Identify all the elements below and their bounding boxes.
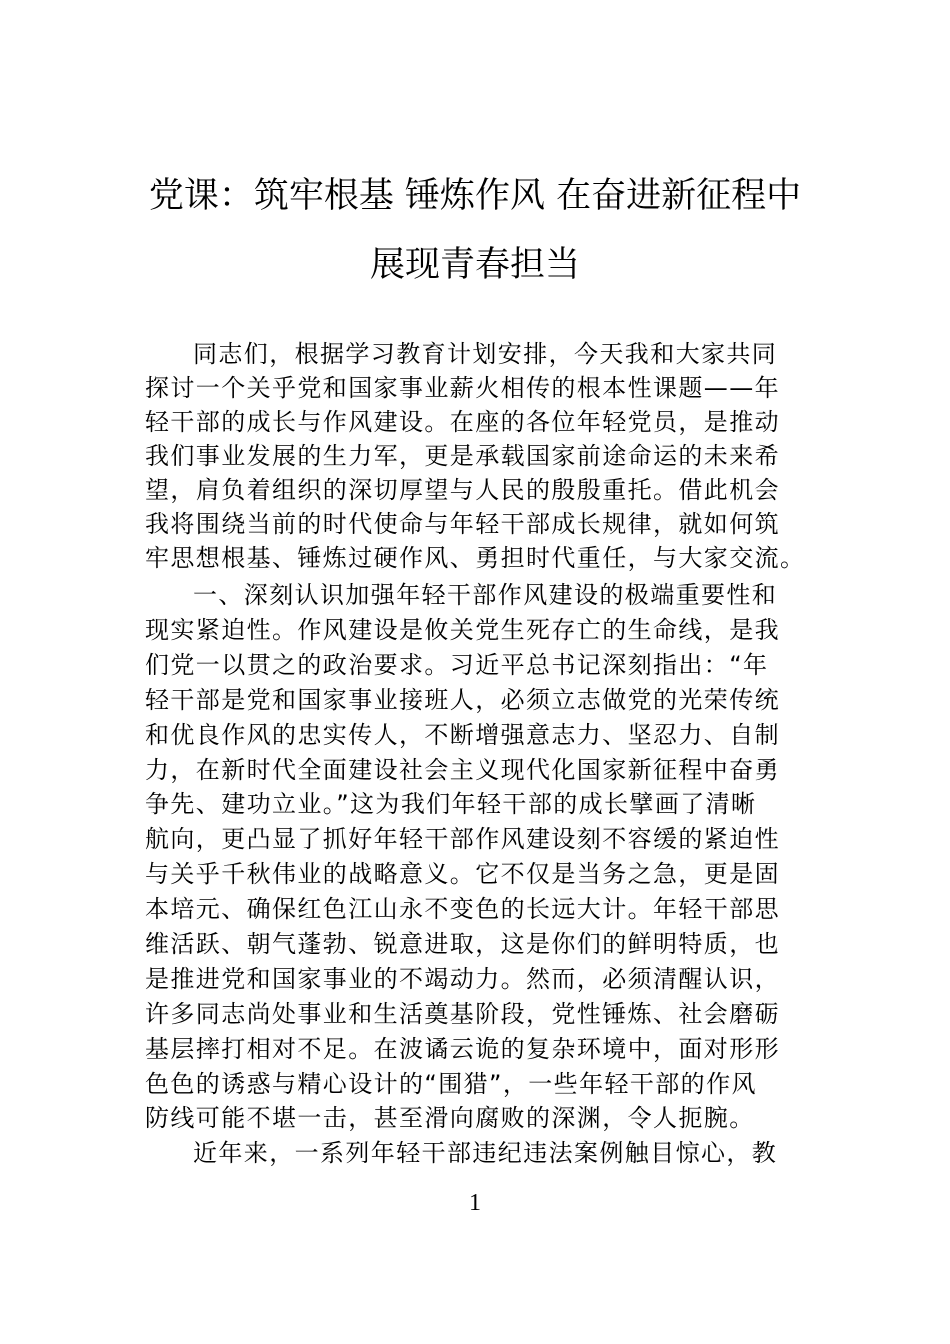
body-line: 一、深刻认识加强年轻干部作风建设的极端重要性和	[193, 581, 778, 609]
body-line: 望，肩负着组织的深切厚望与人民的殷殷重托。借此机会	[145, 476, 780, 504]
body-line: 和优良作风的忠实传人，不断增强意志力、坚忍力、自制	[145, 721, 780, 749]
body-line: 我将围绕当前的时代使命与年轻干部成长规律，就如何筑	[145, 510, 780, 538]
body-line: 航向，更凸显了抓好年轻干部作风建设刻不容缓的紧迫性	[145, 825, 780, 853]
body-line: 探讨一个关乎党和国家事业薪火相传的根本性课题——年	[145, 374, 780, 402]
body-line: 色色的诱惑与精心设计的“围猎”，一些年轻干部的作风	[145, 1070, 757, 1098]
body-line: 防线可能不堪一击，甚至滑向腐败的深渊，令人扼腕。	[145, 1104, 755, 1132]
body-line: 近年来，一系列年轻干部违纪违法案例触目惊心，教	[193, 1139, 778, 1167]
body-line: 争先、建功立业。”这为我们年轻干部的成长擘画了清晰	[145, 790, 757, 818]
body-line: 许多同志尚处事业和生活奠基阶段，党性锤炼、社会磨砺	[145, 1000, 780, 1028]
body-line: 力，在新时代全面建设社会主义现代化国家新征程中奋勇	[145, 756, 780, 784]
body-line: 是推进党和国家事业的不竭动力。然而，必须清醒认识，	[145, 965, 780, 993]
document-title-line-1: 党课：筑牢根基 锤炼作风 在奋进新征程中	[148, 176, 802, 216]
body-line: 轻干部的成长与作风建设。在座的各位年轻党员，是推动	[145, 408, 780, 436]
body-line: 们党一以贯之的政治要求。习近平总书记深刻指出：“年	[145, 651, 769, 679]
body-line: 本培元、确保红色江山永不变色的长远大计。年轻干部思	[145, 895, 780, 923]
body-line: 与关乎千秋伟业的战略意义。它不仅是当务之急，更是固	[145, 860, 780, 888]
body-line: 现实紧迫性。作风建设是攸关党生死存亡的生命线，是我	[145, 616, 780, 644]
body-line: 牢思想根基、锤炼过硬作风、勇担时代重任，与大家交流。	[145, 544, 806, 572]
body-line: 轻干部是党和国家事业接班人，必须立志做党的光荣传统	[145, 686, 780, 714]
body-line: 同志们，根据学习教育计划安排，今天我和大家共同	[193, 340, 778, 368]
body-line: 基层摔打相对不足。在波谲云诡的复杂环境中，面对形形	[145, 1035, 780, 1063]
page-number: 1	[469, 1190, 481, 1216]
body-line: 我们事业发展的生力军，更是承载国家前途命运的未来希	[145, 442, 780, 470]
body-line: 维活跃、朝气蓬勃、锐意进取，这是你们的鲜明特质，也	[145, 930, 780, 958]
document-title-line-2: 展现青春担当	[369, 245, 580, 285]
